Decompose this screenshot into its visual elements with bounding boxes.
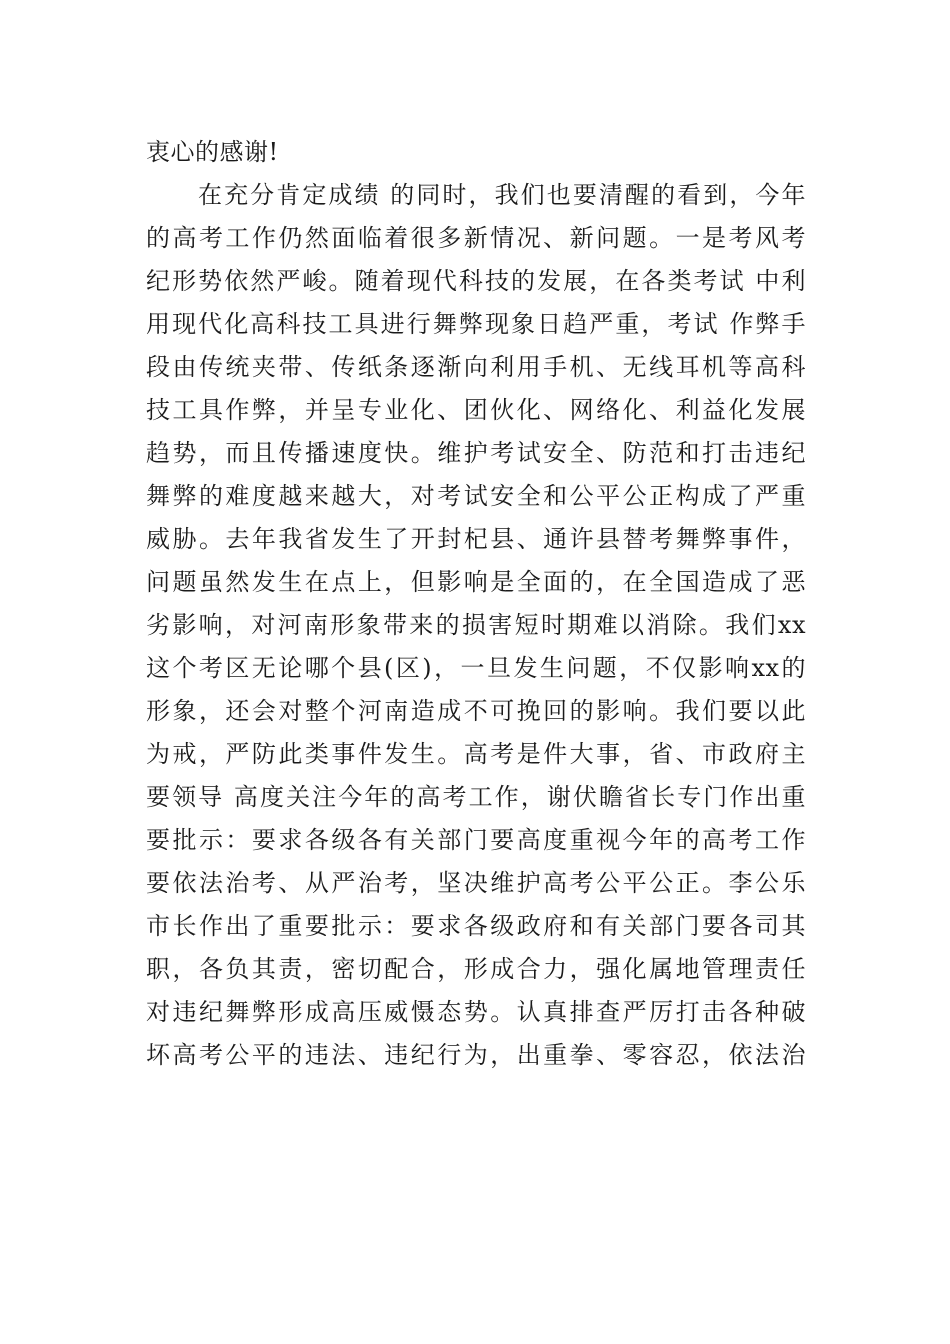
- text-line: 为戒，严防此类事件发生。高考是件大事，省、市政府主: [146, 740, 806, 768]
- text-line: 用现代化高科技工具进行舞弊现象日趋严重，考试 作弊手: [146, 310, 806, 338]
- text-line: 形象，还会对整个河南造成不可挽回的影响。我们要以此: [146, 697, 806, 725]
- text-line: 要批示：要求各级各有关部门要高度重视今年的高考工作: [146, 826, 806, 854]
- text-line: 坏高考公平的违法、违纪行为，出重拳、零容忍，依法治: [146, 1041, 806, 1069]
- text-line: 这个考区无论哪个县(区)，一旦发生问题，不仅影响xx的: [146, 654, 806, 682]
- text-line: 在充分肯定成绩 的同时，我们也要清醒的看到，今年: [198, 181, 806, 209]
- text-line: 问题虽然发生在点上，但影响是全面的，在全国造成了恶: [146, 568, 806, 596]
- text-line: 市长作出了重要批示：要求各级政府和有关部门要各司其: [146, 912, 806, 940]
- text-line: 对违纪舞弊形成高压威慑态势。认真排查严厉打击各种破: [146, 998, 806, 1026]
- text-line: 职，各负其责，密切配合，形成合力，强化属地管理责任: [146, 955, 806, 983]
- text-line: 舞弊的难度越来越大，对考试安全和公平公正构成了严重: [146, 482, 806, 510]
- text-line: 劣影响，对河南形象带来的损害短时期难以消除。我们xx: [146, 611, 806, 639]
- body-text: [146, 131, 806, 1077]
- text-line: 的高考工作仍然面临着很多新情况、新问题。一是考风考: [146, 224, 806, 252]
- text-line: 衷心的感谢!: [146, 138, 279, 166]
- text-line: 趋势，而且传播速度快。维护考试安全、防范和打击违纪: [146, 439, 806, 467]
- text-line: 威胁。去年我省发生了开封杞县、通许县替考舞弊事件，: [146, 525, 806, 553]
- text-line: 技工具作弊，并呈专业化、团伙化、网络化、利益化发展: [146, 396, 806, 424]
- text-line: 段由传统夹带、传纸条逐渐向利用手机、无线耳机等高科: [146, 353, 806, 381]
- text-line: 纪形势依然严峻。随着现代科技的发展，在各类考试 中利: [146, 267, 806, 295]
- text-line: 要领导 高度关注今年的高考工作，谢伏瞻省长专门作出重: [146, 783, 806, 811]
- text-line: 要依法治考、从严治考，坚决维护高考公平公正。李公乐: [146, 869, 806, 897]
